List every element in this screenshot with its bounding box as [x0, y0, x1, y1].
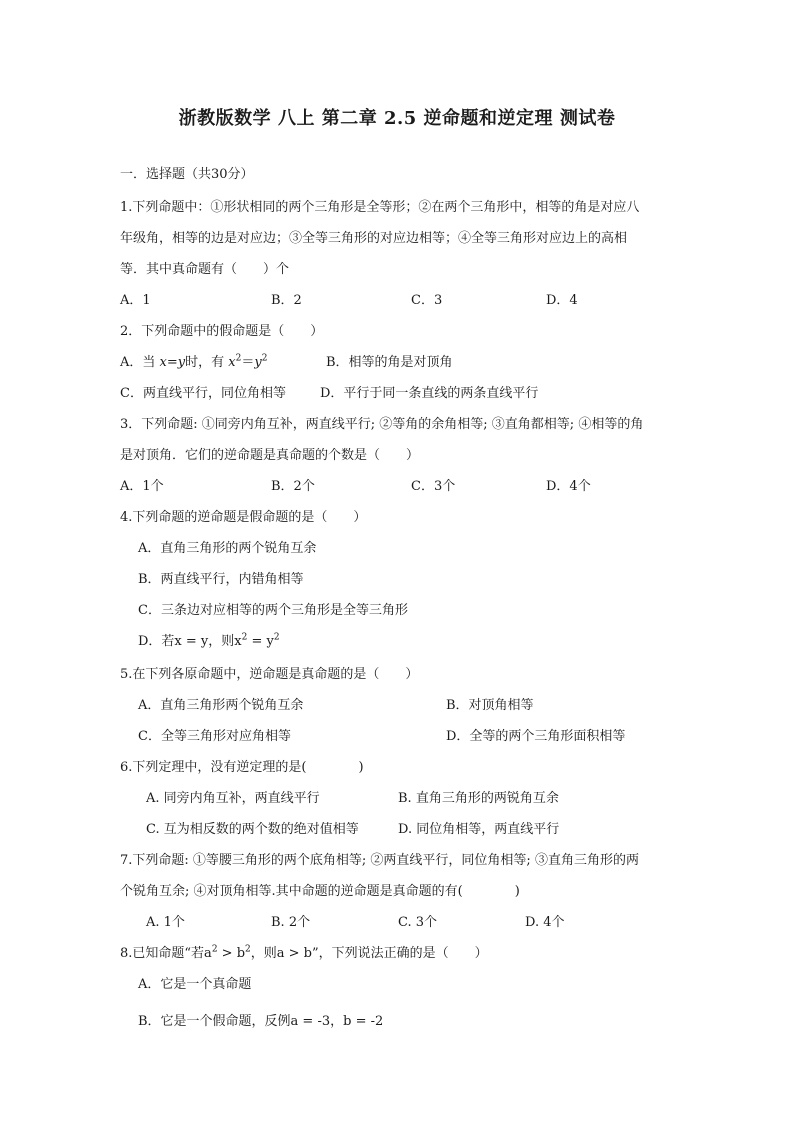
q2-var-x2: x — [228, 355, 236, 370]
q2-var-y: y — [177, 355, 186, 370]
q7-option-d: D. 4个 — [525, 915, 565, 930]
q8-sup-2: 2 — [245, 944, 251, 955]
q6-stem: 6.下列定理中，没有逆定理的是( ) — [120, 760, 364, 775]
q4-option-d-mid: = y — [247, 634, 274, 649]
q2-eq: = — [166, 355, 178, 370]
q4-option-a: A．直角三角形的两个锐角互余 — [138, 541, 317, 556]
q6-option-a: A. 同旁内角互补，两直线平行 — [146, 791, 320, 806]
q5-option-a: A．直角三角形两个锐角互余 — [138, 698, 304, 713]
q5-stem: 5.在下列各原命题中，逆命题是真命题的是（ ） — [120, 667, 419, 682]
q2-var-y2: y — [254, 355, 262, 370]
q3-option-d: D．4个 — [546, 479, 591, 494]
q4-sup-2: 2 — [273, 632, 280, 643]
q4-stem: 4.下列命题的逆命题是假命题的是（ ） — [120, 510, 367, 525]
q2-option-b: B．相等的角是对顶角 — [326, 355, 453, 370]
q8-stem-mid: > b — [217, 946, 246, 961]
q4-sup-1: 2 — [241, 632, 248, 643]
q3-option-c: C．3个 — [411, 479, 456, 494]
q8-option-a: A．它是一个真命题 — [138, 977, 252, 992]
q2-var-x: x — [159, 355, 167, 370]
q8-option-b: B．它是一个假命题，反例a = -3，b = -2 — [138, 1014, 384, 1029]
q8-stem-post: ，则a > b”，下列说法正确的是（ ） — [250, 946, 488, 961]
q1-option-d: D．4 — [546, 293, 578, 308]
q2-eq-2: ＝ — [241, 355, 255, 370]
page-title: 浙教版数学 八上 第二章 2.5 逆命题和逆定理 测试卷 — [178, 108, 616, 129]
q3-line-2: 是对顶角．它们的逆命题是真命题的个数是（ ） — [120, 448, 420, 463]
section-heading: 一．选择题（共30分） — [120, 167, 254, 182]
q4-option-d — [138, 633, 280, 651]
q5-option-d: D．全等的两个三角形面积相等 — [446, 729, 626, 744]
q2-option-a — [120, 354, 267, 372]
q2-option-c: C．两直线平行，同位角相等 — [120, 386, 286, 401]
q8-sup-1: 2 — [211, 944, 218, 955]
q6-option-b: B. 直角三角形的两锐角互余 — [398, 791, 559, 806]
q3-line-1: 3．下列命题: ①同旁内角互补，两直线平行; ②等角的余角相等; ③直角都相等; ④相等的角 — [120, 417, 644, 432]
q4-option-b: B．两直线平行，内错角相等 — [138, 572, 304, 587]
q1-option-c: C．3 — [411, 293, 443, 308]
q1-line-2: 年级角，相等的边是对应边；③全等三角形的对应边相等；④全等三角形对应边上的高相 — [120, 231, 628, 246]
q2-option-a-pre: A．当 — [120, 355, 160, 370]
q1-line-1: 1.下列命题中：①形状相同的两个三角形是全等形；②在两个三角形中，相等的角是对应八 — [120, 200, 640, 215]
q7-option-c: C. 3个 — [398, 915, 438, 930]
q8-stem — [120, 945, 488, 963]
q5-option-c: C．全等三角形对应角相等 — [138, 729, 291, 744]
q7-line-2: 个锐角互余; ④对顶角相等.其中命题的逆命题是真命题的有( ) — [120, 884, 520, 899]
q3-option-b: B．2个 — [271, 479, 315, 494]
q7-line-1: 7.下列命题: ①等腰三角形的两个底角相等; ②两直线平行，同位角相等; ③直角三角形的两 — [120, 853, 639, 868]
q2-option-a-mid: 时，有 — [185, 355, 229, 370]
q3-option-a: A．1个 — [120, 479, 164, 494]
q8-stem-pre: 8.已知命题“若a — [120, 946, 212, 961]
q1-line-3: 等．其中真命题有（ ）个 — [120, 262, 290, 277]
q4-option-d-pre: D．若x = y，则x — [138, 634, 242, 649]
q5-option-b: B．对顶角相等 — [446, 698, 534, 713]
q2-sup-1: 2 — [235, 353, 242, 364]
q1-option-a: A．1 — [120, 293, 151, 308]
q2-option-d: D．平行于同一条直线的两条直线平行 — [320, 386, 539, 401]
q4-option-c: C．三条边对应相等的两个三角形是全等三角形 — [138, 603, 408, 618]
q6-option-c: C. 互为相反数的两个数的绝对值相等 — [146, 822, 359, 837]
q2-stem: 2．下列命题中的假命题是（ ） — [120, 324, 324, 339]
q7-option-b: B. 2个 — [271, 915, 311, 930]
q2-sup-2: 2 — [261, 353, 268, 364]
q6-option-d: D. 同位角相等，两直线平行 — [398, 822, 560, 837]
q7-option-a: A. 1个 — [146, 915, 185, 930]
q1-option-b: B．2 — [271, 293, 302, 308]
